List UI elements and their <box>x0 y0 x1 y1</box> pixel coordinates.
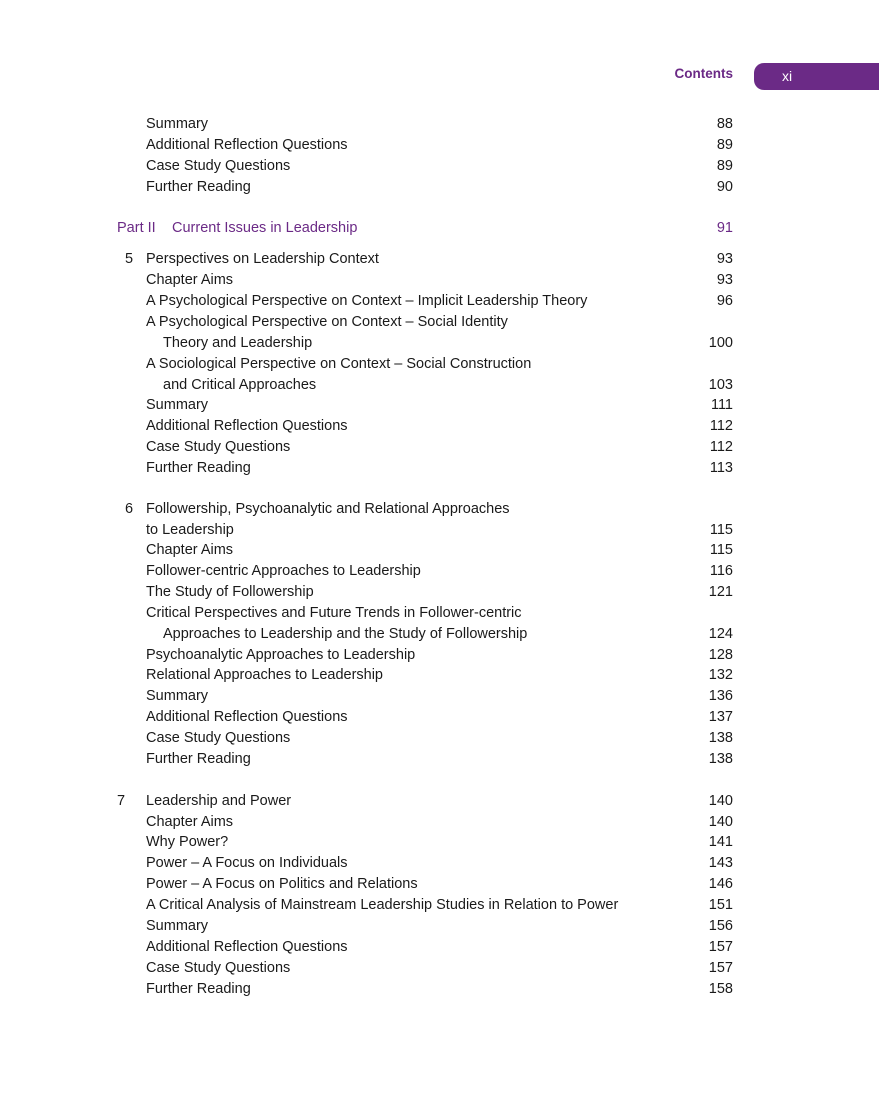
toc-entry-page: 93 <box>716 251 733 267</box>
toc-entry-page: 89 <box>716 137 733 153</box>
toc-entry <box>0 688 879 709</box>
toc-entry-title: Perspectives on Leadership Context <box>146 251 379 267</box>
toc-entry-page: 128 <box>708 647 733 663</box>
toc-entry <box>0 855 879 876</box>
toc-entry-title: The Study of Followership <box>146 584 314 600</box>
toc-entry <box>0 563 879 584</box>
toc-entry-title: Further Reading <box>146 460 251 476</box>
toc-entry <box>0 439 879 460</box>
toc-entry-page: 115 <box>709 542 733 558</box>
toc-entry-page: 103 <box>708 377 733 393</box>
toc-entry <box>0 542 879 563</box>
part-page: 91 <box>716 220 733 236</box>
toc-entry-title: Additional Reflection Questions <box>146 709 348 725</box>
toc-entry-title: A Sociological Perspective on Context – Social Construction <box>146 356 532 372</box>
toc-entry-title: Why Power? <box>146 834 229 850</box>
toc-entry-title: Theory and Leadership <box>163 335 313 351</box>
toc-entry <box>0 314 879 335</box>
toc-entry-title: Case Study Questions <box>146 960 291 976</box>
toc-entry <box>0 397 879 418</box>
toc-entry-page: 157 <box>708 960 733 976</box>
toc-entry-page: 157 <box>708 939 733 955</box>
toc-entry-title: Case Study Questions <box>146 730 291 746</box>
toc-entry <box>0 667 879 688</box>
toc-entry <box>0 158 879 179</box>
toc-chapter-heading <box>0 251 879 272</box>
toc-entry-page: 100 <box>708 335 733 351</box>
toc-entry-page: 115 <box>709 522 733 538</box>
toc-entry <box>0 116 879 137</box>
toc-entry-page: 138 <box>708 730 733 746</box>
toc-entry-title: Additional Reflection Questions <box>146 418 348 434</box>
toc-entry-title: Chapter Aims <box>146 272 234 288</box>
toc-entry-page: 158 <box>708 981 733 997</box>
part-title: Current Issues in Leadership <box>172 220 358 236</box>
toc-entry-title: Power – A Focus on Individuals <box>146 855 348 871</box>
toc-entry-title: A Critical Analysis of Mainstream Leadership Studies in Relation to Power <box>146 897 619 913</box>
toc-entry-title: Chapter Aims <box>146 542 234 558</box>
toc-entry <box>0 647 879 668</box>
toc-entry-page: 93 <box>716 272 733 288</box>
toc-entry <box>0 460 879 481</box>
toc-entry-title: A Psychological Perspective on Context – Social Identity <box>146 314 508 330</box>
toc-entry-page: 111 <box>710 397 733 413</box>
toc-entry <box>0 335 879 356</box>
toc-entry-page: 112 <box>709 439 733 455</box>
toc-entry-page: 141 <box>708 834 733 850</box>
toc-entry <box>0 605 879 626</box>
toc-entry <box>0 730 879 751</box>
toc-entry-title: Further Reading <box>146 179 251 195</box>
toc-entry-title: A Psychological Perspective on Context – Implicit Leadership Theory <box>146 293 588 309</box>
toc-entry <box>0 981 879 1002</box>
toc-entry-page: 140 <box>708 793 733 809</box>
toc-entry-page: 121 <box>708 584 733 600</box>
toc-entry-title: Summary <box>146 688 209 704</box>
toc-entry <box>0 272 879 293</box>
toc-entry-title: Additional Reflection Questions <box>146 939 348 955</box>
toc-entry-title: Case Study Questions <box>146 158 291 174</box>
toc-entry-page: 90 <box>716 179 733 195</box>
toc-entry-page: 140 <box>708 814 733 830</box>
toc-entry-title: Power – A Focus on Politics and Relations <box>146 876 418 892</box>
toc-entry-page: 89 <box>716 158 733 174</box>
toc-entry <box>0 137 879 158</box>
toc-entry <box>0 751 879 772</box>
toc-entry <box>0 709 879 730</box>
toc-entry-page: 124 <box>708 626 733 642</box>
toc-entry-page: 138 <box>708 751 733 767</box>
toc-entry <box>0 584 879 605</box>
toc-entry-title: Critical Perspectives and Future Trends in Follower-centric <box>146 605 522 621</box>
toc-entry <box>0 814 879 835</box>
toc-entry <box>0 377 879 398</box>
toc-entry-page: 143 <box>708 855 733 871</box>
toc-entry-page: 88 <box>716 116 733 132</box>
page-number-tab: xi <box>754 63 879 90</box>
toc-entry <box>0 522 879 543</box>
part-number: Part II <box>117 220 156 236</box>
toc-entry-title: Relational Approaches to Leadership <box>146 667 383 683</box>
toc-entry <box>0 356 879 377</box>
toc-entry-page: 116 <box>709 563 733 579</box>
toc-entry-title: to Leadership <box>146 522 234 538</box>
toc-entry <box>0 960 879 981</box>
toc-chapter-heading <box>0 501 879 522</box>
toc-entry-page: 96 <box>716 293 733 309</box>
toc-entry-title: and Critical Approaches <box>163 377 317 393</box>
toc-entry-page: 156 <box>708 918 733 934</box>
chapter-number: 7 <box>117 793 126 809</box>
toc-entry-title: Further Reading <box>146 751 251 767</box>
toc-entry <box>0 179 879 200</box>
toc-entry-page: 132 <box>708 667 733 683</box>
chapter-number: 5 <box>125 251 134 267</box>
toc-entry-title: Additional Reflection Questions <box>146 137 348 153</box>
toc-entry <box>0 626 879 647</box>
toc-entry-title: Follower-centric Approaches to Leadership <box>146 563 421 579</box>
toc-entry-title: Summary <box>146 397 209 413</box>
toc-entry <box>0 939 879 960</box>
toc-entry-title: Leadership and Power <box>146 793 292 809</box>
toc-entry-page: 113 <box>709 460 733 476</box>
toc-entry <box>0 918 879 939</box>
toc-entry-title: Summary <box>146 918 209 934</box>
toc-entry <box>0 418 879 439</box>
toc-chapter-heading <box>0 793 879 814</box>
toc-entry-page: 146 <box>708 876 733 892</box>
toc-entry-title: Further Reading <box>146 981 251 997</box>
toc-entry-page: 112 <box>709 418 733 434</box>
toc-entry-title: Psychoanalytic Approaches to Leadership <box>146 647 416 663</box>
toc-entry-page: 137 <box>708 709 733 725</box>
toc-entry-title: Approaches to Leadership and the Study of Followership <box>163 626 528 642</box>
toc-entry <box>0 876 879 897</box>
toc-entry-title: Followership, Psychoanalytic and Relational Approaches <box>146 501 510 517</box>
toc-part-heading <box>0 220 879 241</box>
toc-entry-title: Chapter Aims <box>146 814 234 830</box>
toc-entry-page: 151 <box>708 897 733 913</box>
toc-entry <box>0 897 879 918</box>
running-header-title: Contents <box>674 66 733 81</box>
toc-entry-title: Case Study Questions <box>146 439 291 455</box>
chapter-number: 6 <box>125 501 134 517</box>
toc-entry <box>0 834 879 855</box>
toc-entry-title: Summary <box>146 116 209 132</box>
toc-entry-page: 136 <box>708 688 733 704</box>
toc-entry <box>0 293 879 314</box>
